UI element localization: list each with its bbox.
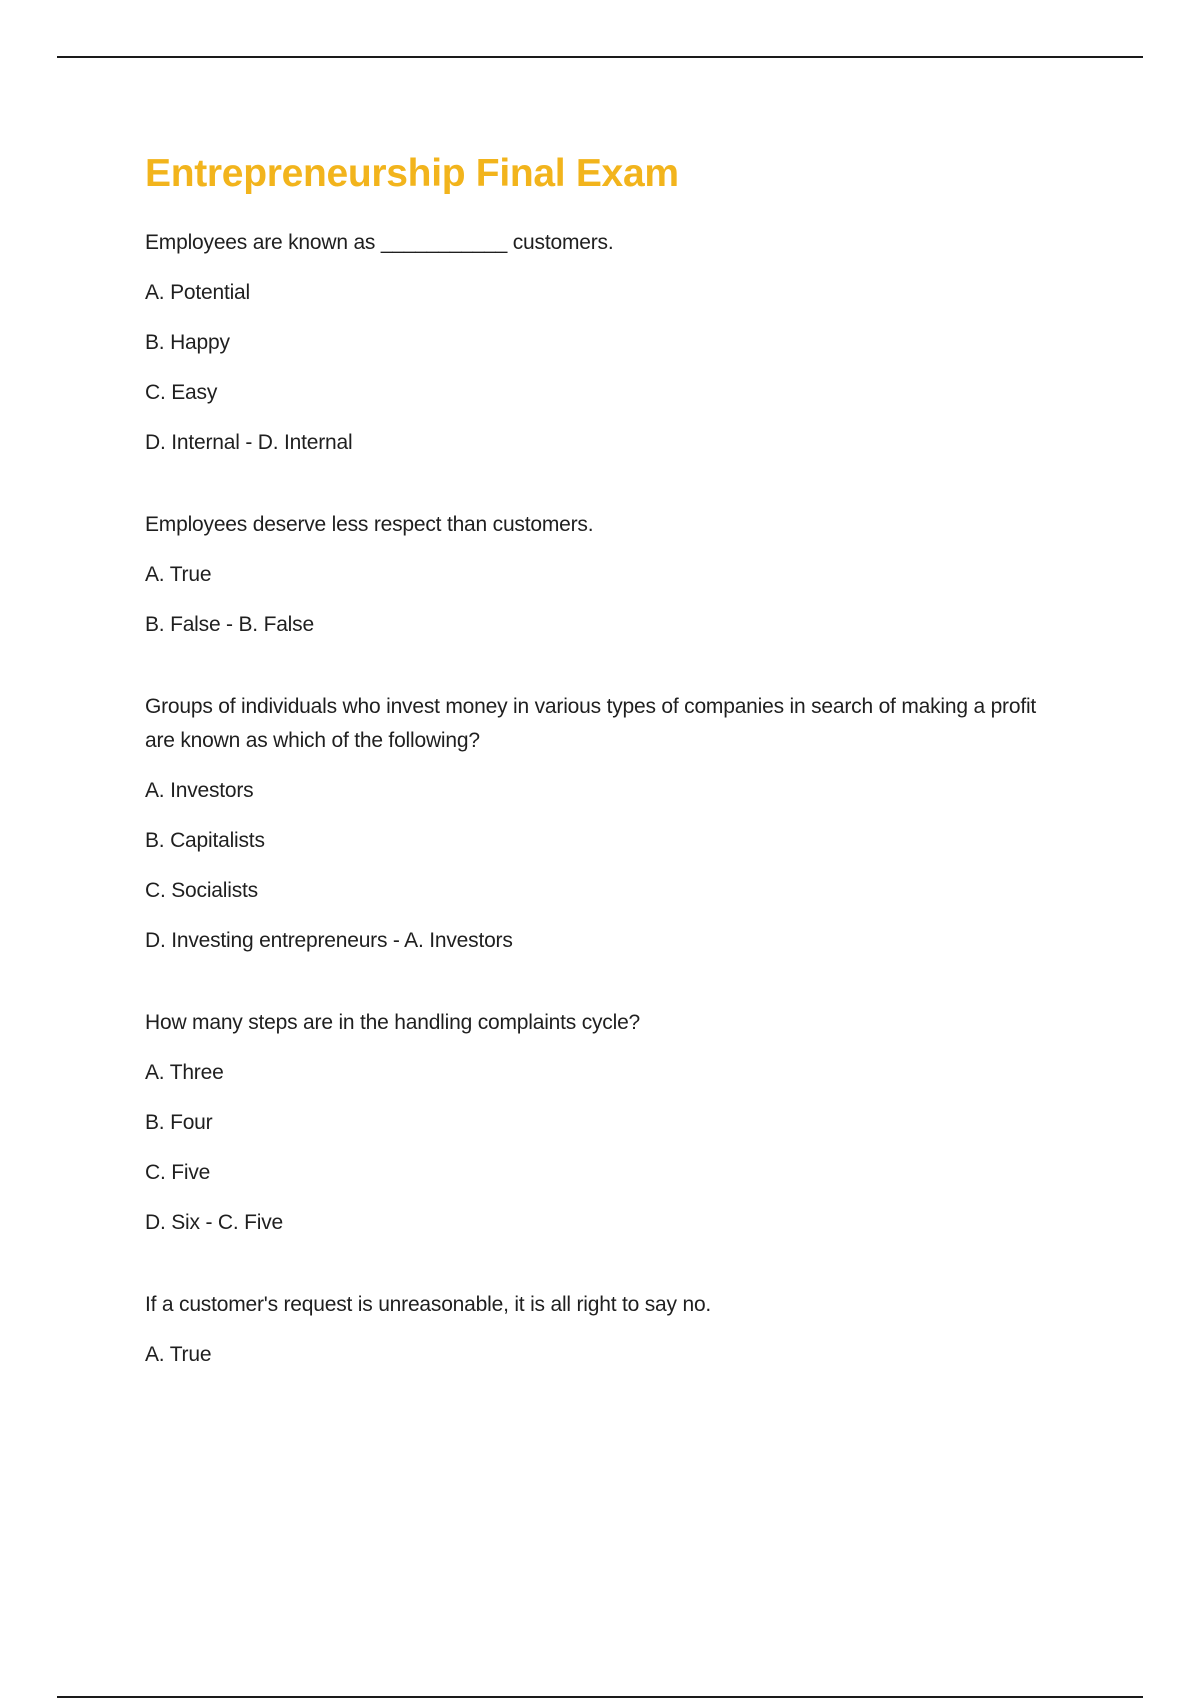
document-body bbox=[145, 148, 1065, 1420]
question-text: If a customer's request is unreasonable, it is all right to say no. bbox=[145, 1293, 712, 1316]
document-title: Entrepreneurship Final Exam bbox=[145, 152, 679, 195]
answer-option: B. False - B. False bbox=[145, 613, 314, 636]
answer-option: B. Four bbox=[145, 1111, 213, 1134]
answer-option: D. Six - C. Five bbox=[145, 1211, 283, 1234]
answer-option: A. True bbox=[145, 563, 212, 586]
footer-rule bbox=[57, 1696, 1143, 1698]
answer-option: C. Socialists bbox=[145, 879, 258, 902]
question-5 bbox=[145, 1288, 1065, 1372]
question-4 bbox=[145, 1006, 1065, 1240]
question-text: Groups of individuals who invest money in various types of companies in search of making a profit are known as which of the following? bbox=[145, 695, 1037, 752]
answer-option: D. Internal - D. Internal bbox=[145, 431, 353, 454]
question-1 bbox=[145, 226, 1065, 460]
header-rule bbox=[57, 56, 1143, 58]
answer-option: A. Three bbox=[145, 1061, 224, 1084]
question-text: Employees are known as ___________ customers. bbox=[145, 231, 614, 254]
answer-option: B. Capitalists bbox=[145, 829, 265, 852]
answer-option: D. Investing entrepreneurs - A. Investors bbox=[145, 929, 513, 952]
answer-option: A. Potential bbox=[145, 281, 250, 304]
question-3 bbox=[145, 690, 1065, 958]
answer-option: C. Easy bbox=[145, 381, 218, 404]
question-2 bbox=[145, 508, 1065, 642]
answer-option: B. Happy bbox=[145, 331, 230, 354]
answer-option: C. Five bbox=[145, 1161, 211, 1184]
question-text: Employees deserve less respect than customers. bbox=[145, 513, 594, 536]
answer-option: A. Investors bbox=[145, 779, 254, 802]
answer-option: A. True bbox=[145, 1343, 212, 1366]
question-text: How many steps are in the handling complaints cycle? bbox=[145, 1011, 641, 1034]
